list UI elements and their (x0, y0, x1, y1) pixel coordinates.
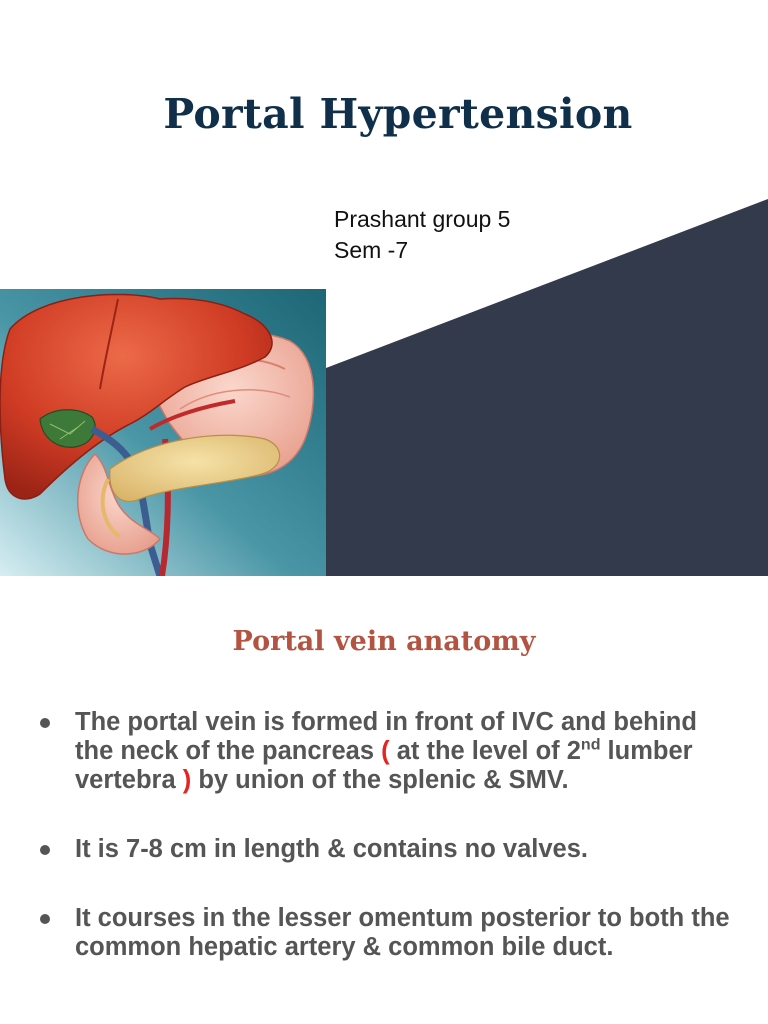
bullet-dot-icon (40, 914, 50, 924)
bullet-text: It courses in the lesser omentum posterior to both the common hepatic artery & common bile duct. (75, 904, 730, 961)
bullet-list (40, 708, 740, 962)
slide-title: Portal Hypertension (163, 90, 633, 138)
bullet-dot-icon (40, 845, 50, 855)
bullet-dot-icon (40, 718, 50, 728)
author-semester: Sem -7 (334, 237, 409, 263)
bullet-item-formation (40, 708, 740, 795)
bullet-item-length (40, 835, 740, 864)
bullet-text: The portal vein is formed in front of IVC and behind the neck of the pancreas (75, 708, 697, 765)
author-group: Prashant group 5 (334, 206, 511, 232)
bullet-text: lumber vertebra (75, 737, 693, 794)
superscript: nd (580, 736, 601, 754)
bullet-text: by union of the splenic & SMV. (191, 766, 569, 794)
content-slide (0, 576, 768, 1024)
author-info (334, 204, 510, 266)
section-heading: Portal vein anatomy (232, 626, 536, 657)
bullet-text: at the level of 2 (389, 737, 581, 765)
paren-close: ) (182, 766, 192, 794)
bullet-item-course (40, 904, 740, 962)
bullet-text: It is 7-8 cm in length & contains no valves. (75, 835, 588, 863)
paren-open: ( (381, 737, 390, 765)
liver-anatomy-image (0, 289, 326, 576)
